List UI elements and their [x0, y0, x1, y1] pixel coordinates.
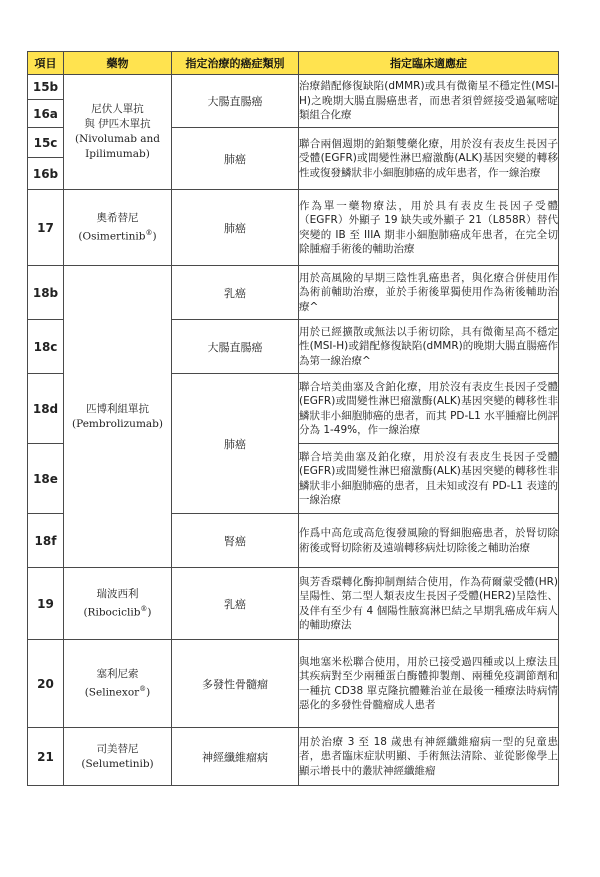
cancer-type: 乳癌: [172, 266, 299, 320]
drug-cell: [64, 190, 172, 266]
item-number: 20: [28, 640, 64, 728]
indication: 與芳香環轉化酶抑制劑結合使用，作為荷爾蒙受體(HR)呈陽性、第二型人類表皮生長因子受體(HER2)呈陰性、及伴有至少有 4 個陽性腋窩淋巴結之早期乳癌成年病人的輔助療法: [299, 568, 559, 640]
item-number: 15b: [28, 75, 64, 100]
drug-name-en: (Ribociclib®): [83, 604, 152, 619]
header-drug: 藥物: [64, 52, 172, 75]
drug-name-zh: 塞利尼索: [96, 667, 139, 680]
drug-name-zh: 與 伊匹木單抗: [84, 118, 151, 130]
item-number: 16a: [28, 100, 64, 128]
indication: 作爲中高危或高危復發風險的腎細胞癌患者，於腎切除術後或腎切除術及遠端轉移病灶切除後之輔助治療: [299, 514, 559, 568]
table-header-row: [28, 52, 559, 75]
header-item: 項目: [28, 52, 64, 75]
drug-name-en: Ipilimumab): [85, 148, 150, 160]
table-row: [28, 640, 559, 728]
item-number: 21: [28, 728, 64, 786]
indication: 與地塞米松聯合使用，用於已接受過四種或以上療法且其疾病對至少兩種蛋白酶體抑製劑、兩種免疫調節劑和一種抗 CD38 單克隆抗體難治並在最後一種療法時病情惡化的多發性骨髓瘤成人患者: [299, 640, 559, 728]
drug-indication-table: [27, 51, 559, 786]
table-row: [28, 266, 559, 320]
cancer-type: 乳癌: [172, 568, 299, 640]
indication: 用於高風險的早期三陰性乳癌患者，與化療合併使用作為術前輔助治療，並於手術後單獨使用作為術後輔助治療^: [299, 266, 559, 320]
registered-mark: ®: [140, 604, 148, 613]
cancer-type: 肺癌: [172, 190, 299, 266]
item-number: 18b: [28, 266, 64, 320]
item-number: 15c: [28, 128, 64, 158]
header-cancer-type: 指定治療的癌症類別: [172, 52, 299, 75]
cancer-type: 腎癌: [172, 514, 299, 568]
cancer-type: 多發性骨髓瘤: [172, 640, 299, 728]
table-row: [28, 190, 559, 266]
registered-mark: ®: [145, 228, 153, 237]
indication: 聯合培美曲塞及鉑化療，用於沒有表皮生長因子受體(EGFR)或間變性淋巴瘤激酶(ALK)基因突變的轉移性非鱗狀非小細胞肺癌的患者，且未知或沒有 PD-L1 表達的一線治療: [299, 444, 559, 514]
item-number: 19: [28, 568, 64, 640]
drug-name-zh: 奧希替尼: [96, 211, 139, 224]
table-row: [28, 75, 559, 100]
drug-name-zh: 尼伏人單抗: [91, 103, 144, 115]
drug-name-zh: 瑞波西利: [96, 587, 139, 600]
cancer-type: 肺癌: [172, 374, 299, 514]
cancer-type: 神經纖維瘤病: [172, 728, 299, 786]
item-number: 18e: [28, 444, 64, 514]
table-row: [28, 568, 559, 640]
registered-mark: ®: [139, 684, 147, 693]
indication: 聯合培美曲塞及含鉑化療，用於沒有表皮生長因子受體(EGFR)或間變性淋巴瘤激酶(ALK)基因突變的轉移性非鱗狀非小細胞肺癌的患者，而其 PD-L1 水平腫瘤比例評分為 1-49%，作一線治療: [299, 374, 559, 444]
item-number: 17: [28, 190, 64, 266]
cancer-type: 大腸直腸癌: [172, 75, 299, 128]
header-indication: 指定臨床適應症: [299, 52, 559, 75]
indication: 用於已經擴散或無法以手術切除，具有微衛星高不穩定性(MSI-H)或錯配修復缺陷(dMMR)的晚期大腸直腸癌作為第一線治療^: [299, 320, 559, 374]
item-number: 16b: [28, 158, 64, 190]
indication: 用於治療 3 至 18 歲患有神經纖維瘤病一型的兒童患者，患者臨床症狀明顯、手術無法清除、並從影像學上顯示增長中的叢狀神經纖維瘤: [299, 728, 559, 786]
drug-name-en: (Osimertinib®): [78, 228, 157, 243]
cancer-type: 大腸直腸癌: [172, 320, 299, 374]
drug-cell: [64, 640, 172, 728]
drug-cell: [64, 266, 172, 568]
drug-name-en: (Selinexor®): [84, 684, 151, 699]
drug-name-en: (Nivolumab and: [74, 133, 161, 145]
item-number: 18c: [28, 320, 64, 374]
drug-cell: [64, 728, 172, 786]
drug-cell: [64, 568, 172, 640]
drug-name-zh: 匹博利組單抗: [86, 402, 149, 415]
drug-name-en: (Pembrolizumab): [72, 417, 163, 430]
drug-name-en: (Selumetinib): [81, 757, 154, 770]
indication: 作為單一藥物療法，用於具有表皮生長因子受體（EGFR）外顯子 19 缺失或外顯子 21（L858R）替代突變的 IB 至 IIIA 期非小細胞肺癌成年患者，在完全切除腫瘤手術後的輔助治療: [299, 190, 559, 266]
drug-name-zh: 司美替尼: [96, 742, 139, 755]
indication: 聯合兩個週期的鉑類雙藥化療，用於沒有表皮生長因子受體(EGFR)或間變性淋巴瘤激酶(ALK)基因突變的轉移性或復發鱗狀非小細胞肺癌的成年患者，作一線治療: [299, 128, 559, 190]
item-number: 18f: [28, 514, 64, 568]
cancer-type: 肺癌: [172, 128, 299, 190]
table-row: [28, 728, 559, 786]
drug-cell: [64, 75, 172, 190]
indication: 治療錯配修復缺陷(dMMR)或具有微衛星不穩定性(MSI-H)之晚期大腸直腸癌患者，而患者須曾經接受過氟嘧啶類組合化療: [299, 75, 559, 128]
item-number: 18d: [28, 374, 64, 444]
